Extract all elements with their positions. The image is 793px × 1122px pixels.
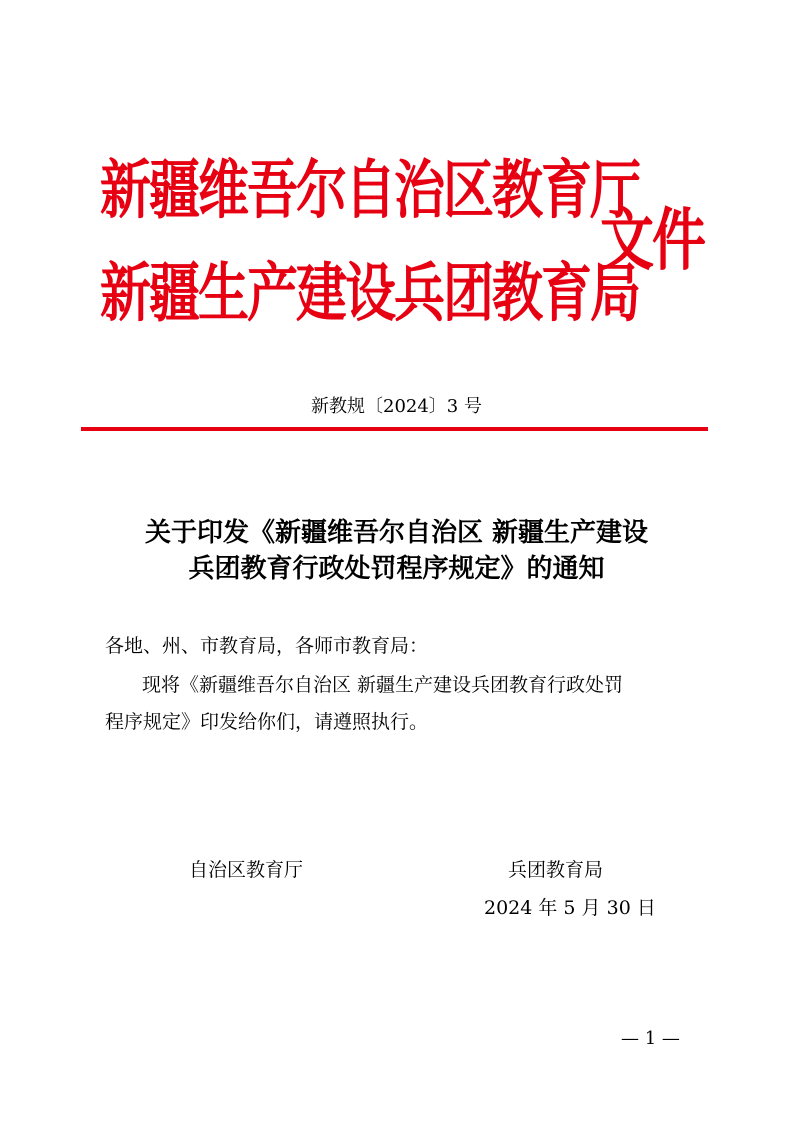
body-paragraph-line-1: 现将《新疆维吾尔自治区 新疆生产建设兵团教育行政处罚 <box>142 674 624 696</box>
signer-corps-education-bureau: 兵团教育局 <box>508 859 604 881</box>
document-number: 新教规〔2024〕3 号 <box>311 396 482 417</box>
notice-title-line-1: 关于印发《新疆维吾尔自治区 新疆生产建设 <box>144 518 649 548</box>
issue-date: 2024 年 5 月 30 日 <box>484 897 656 919</box>
header-org-line-1: 新疆维吾尔自治区教育厅 <box>100 154 640 229</box>
salutation: 各地、州、市教育局，各师市教育局： <box>105 635 429 657</box>
header-org-line-2: 新疆生产建设兵团教育局 <box>100 257 640 332</box>
page-number: — 1 — <box>621 1028 680 1049</box>
body-paragraph-line-2: 程序规定》印发给你们，请遵照执行。 <box>105 711 429 733</box>
signer-autonomous-region-education-dept: 自治区教育厅 <box>189 859 304 881</box>
notice-title-line-2: 兵团教育行政处罚程序规定》的通知 <box>188 554 605 584</box>
header-doc-word: 文件 <box>600 201 704 280</box>
red-divider-line <box>81 427 708 431</box>
